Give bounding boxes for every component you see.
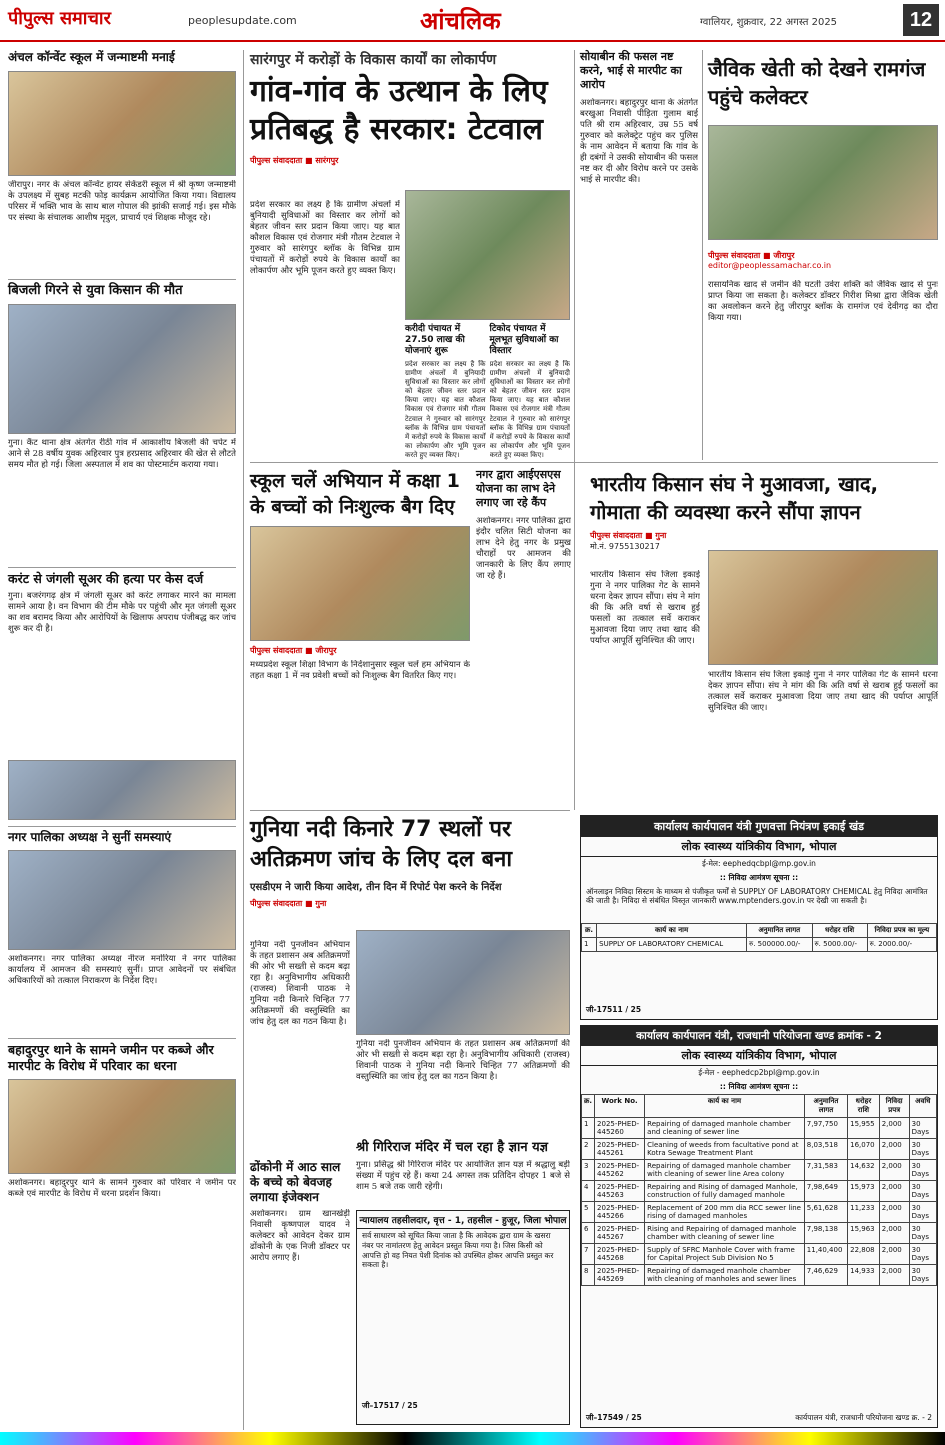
site-url[interactable]: peoplesupdate.com bbox=[188, 14, 297, 27]
table-cell: 2,000 bbox=[879, 1264, 909, 1285]
table-header: निविदा प्रपत्र का मूल्य bbox=[867, 923, 936, 937]
story-kicker: सारंगपुर में करोड़ों के विकास कार्यों का लोकार्पण bbox=[250, 52, 497, 68]
story-body: जीरापुर। नगर के अंचल कॉन्वेंट हायर सेकेंडरी स्कूल में श्री कृष्ण जन्माष्टमी के उपलक्ष्य में सुबह मटकी फोड़ कार्यक्रम आयोजित किया गया। विद्यालय परिसर में भक्ति भाव के साथ बाल गोपाल की झांकी सजाई गई। इस मौके पर संस्था के संचालक आशीष मृदुल, प्राचार्य एवं शिक्षक मौजूद रहे। bbox=[8, 180, 236, 224]
table-cell: 7,98,138 bbox=[804, 1222, 847, 1243]
school-story bbox=[250, 468, 470, 765]
table-header: कार्य का नाम bbox=[645, 1094, 805, 1117]
center-column bbox=[250, 50, 568, 166]
table-cell: 2,000 bbox=[879, 1201, 909, 1222]
photo-caption: टिकोद पंचायत में मूलभूत सुविधाओं का विस्तार bbox=[489, 324, 559, 356]
story-body: गुनिया नदी पुनर्जीवन अभियान के तहत प्रशासन अब अतिक्रमणों की ओर भी सख्ती से कदम बढ़ा रहा है। अनुविभागीय अधिकारी (राजस्व) शिवानी पाठक ने गुनिया नदी किनारे चिन्हित 77 अतिक्रमणों की वस्तुस्थिति का जांच हेतु दल का गठन किया है। bbox=[356, 1039, 570, 1083]
school-bags-photo bbox=[250, 526, 470, 641]
dateline: ग्वालियर, शुक्रवार, 22 अगस्त 2025 bbox=[700, 17, 838, 28]
table-cell: 5,61,628 bbox=[804, 1201, 847, 1222]
table-cell: 7,98,649 bbox=[804, 1180, 847, 1201]
table-cell: 2025-PHED-445262 bbox=[595, 1159, 645, 1180]
story-headline[interactable]: नगर द्वारा आईएसएस योजना का लाभ देने लगाए जा रहे कैंप bbox=[476, 468, 561, 509]
story-headline[interactable]: स्कूल चलें अभियान में कक्षा 1 के बच्चों को निःशुल्क बैग दिए bbox=[250, 470, 460, 518]
farmers-protest-photo bbox=[708, 550, 938, 665]
ad-subtitle: लोक स्वास्थ्य यांत्रिकीय विभाग, भोपाल bbox=[581, 1046, 937, 1066]
notice-title: न्यायालय तहसीलदार, वृत्त - 1, तहसील - हुजूर, जिला भोपाल bbox=[357, 1211, 569, 1229]
encroachment-photo-area bbox=[356, 930, 570, 1139]
column-divider bbox=[574, 50, 575, 810]
lead-story-text bbox=[250, 200, 400, 485]
story-body: अशोकनगर। बहादुरपुर थाना के अंतर्गत बरखुआ निवासी पीड़िता गुलाम बाई पति श्री राम अहिरवार, उम्र 55 वर्ष गुरुवार को कलेक्ट्रेट पहुंच कर पुलिस के नाम आवेदन में बताया कि गांव के ही दबंगों ने उसकी सोयाबीन की फसल नष्ट कर दी और विरोध करने पर उसके भाई से मारपीट की। bbox=[580, 98, 698, 186]
story-headline[interactable]: जैविक खेती को देखने रामगंज पहुंचे कलेक्टर bbox=[708, 57, 926, 109]
table-cell: 2025-PHED-445263 bbox=[595, 1180, 645, 1201]
table-header: कार्य का नाम bbox=[597, 923, 747, 937]
ad-footer: जी–17549 / 25 bbox=[586, 1413, 642, 1423]
story-headline[interactable]: ढोंकोनी में आठ साल के बच्चे को बेवजह लगाया इंजेक्शन bbox=[250, 1160, 341, 1204]
table-cell: Repairing of damaged manhole chamber and cleaning of sewer line bbox=[645, 1117, 805, 1138]
kisan-text-2 bbox=[708, 670, 938, 810]
encroachment-story bbox=[250, 815, 570, 909]
table-cell: Rising and Repairing of damaged manhole chamber with cleaning of sewer line bbox=[645, 1222, 805, 1243]
byline: पीपुल्स संवाददाता ■ जीरापुर bbox=[708, 251, 795, 260]
table-cell: 2,000 bbox=[879, 1159, 909, 1180]
table-header: अनुमानित लागत bbox=[804, 1094, 847, 1117]
table-cell: 30 Days bbox=[909, 1138, 936, 1159]
story-body: मध्यप्रदेश स्कूल शिक्षा विभाग के निर्देशानुसार स्कूल चलें हम अभियान के तहत कक्षा 1 में नव प्रवेशी बच्चों को निःशुल्क बैग वितरित किए गए। bbox=[250, 660, 470, 682]
table-cell: 2025-PHED-445266 bbox=[595, 1201, 645, 1222]
table-header: धरोहर राशि bbox=[848, 1094, 880, 1117]
table-cell: 6 bbox=[582, 1222, 595, 1243]
tehsil-notice bbox=[356, 1210, 570, 1425]
notice-footer: जी–17517 / 25 bbox=[362, 1401, 418, 1410]
table-cell: 2,000 bbox=[879, 1138, 909, 1159]
color-registration-strip bbox=[0, 1432, 945, 1445]
table-row bbox=[582, 937, 937, 951]
janmashtami-photo bbox=[8, 71, 236, 176]
table-cell: 11,40,400 bbox=[804, 1243, 847, 1264]
table-cell: 1 bbox=[582, 1117, 595, 1138]
table-header: धरोहर राशि bbox=[812, 923, 867, 937]
left-column bbox=[8, 50, 236, 1283]
table-cell: 30 Days bbox=[909, 1159, 936, 1180]
table-cell: 15,955 bbox=[848, 1117, 880, 1138]
table-cell: 7,31,583 bbox=[804, 1159, 847, 1180]
meeting-photo bbox=[8, 850, 236, 950]
editor-email[interactable]: editor@peoplessamachar.co.in bbox=[708, 261, 832, 270]
column-divider bbox=[702, 50, 703, 460]
table-cell: 8 bbox=[582, 1264, 595, 1285]
table-header: अनुमानित लागत bbox=[747, 923, 812, 937]
boar-photo bbox=[8, 760, 236, 820]
farmer-family-photo bbox=[8, 304, 236, 434]
table-cell: 30 Days bbox=[909, 1264, 936, 1285]
story-body: अशोकनगर। बहादुरपुर थाने के सामने गुरुवार को परिवार ने जमीन पर कब्जे एवं मारपीट के विरोध में धरना प्रदर्शन किया। bbox=[8, 1178, 236, 1200]
table-cell: 3 bbox=[582, 1159, 595, 1180]
photo-caption: करीदी पंचायत में 27.50 लाख की योजनाएं शुरू bbox=[405, 324, 465, 356]
table-cell: 4 bbox=[582, 1180, 595, 1201]
table-cell: 30 Days bbox=[909, 1222, 936, 1243]
story-body: प्रदेश सरकार का लक्ष्य है कि ग्रामीण अंचलों में बुनियादी सुविधाओं का विस्तार कर लोगों को बेहतर जीवन स्तर प्रदान किया जाए। यह बात कौशल विकास एवं रोजगार मंत्री गौतम टेटवाल ने गुरुवार को सारंगपुर ब्लॉक के विभिन्न ग्राम पंचायतों में करोड़ों रुपये के विकास कार्यों का लोकार्पण और भूमि पूजन करते हुए व्यक्त किए। bbox=[250, 200, 400, 277]
table-cell: 8,03,518 bbox=[804, 1138, 847, 1159]
byline: पीपुल्स संवाददाता ■ जीरापुर bbox=[250, 646, 337, 655]
story-headline[interactable]: नगर पालिका अध्यक्ष ने सुनीं समस्याएं bbox=[8, 826, 236, 845]
tender-ad-quality bbox=[580, 815, 938, 1020]
table-cell: 15,963 bbox=[848, 1222, 880, 1243]
ad-notice-heading: :: निविदा आमंत्रण सूचना :: bbox=[719, 1081, 799, 1091]
table-cell: 15,973 bbox=[848, 1180, 880, 1201]
table-row bbox=[582, 1117, 937, 1138]
ad-body: ऑनलाइन निविदा सिस्टम के माध्यम से पंजीकृत फर्मों से SUPPLY OF LABORATORY CHEMICAL हेतु निविदा आमंत्रित की जाती है। निविदा से संबंधित विस्तृत जानकारी www.mptenders.gov.in पर देखी जा सकती है। bbox=[586, 886, 928, 906]
table-cell: 2,000 bbox=[879, 1180, 909, 1201]
ad-title: कार्यालय कार्यपालन यंत्री गुणवत्ता नियंत्रण इकाई खंड bbox=[581, 816, 937, 837]
page-number: 12 bbox=[903, 4, 939, 36]
table-cell: 2,000 bbox=[879, 1243, 909, 1264]
table-cell: 1 bbox=[582, 937, 597, 951]
camp-story bbox=[476, 468, 571, 756]
table-cell: Supply of SFRC Manhole Cover with frame for Capital Project Sub Division No 5 bbox=[645, 1243, 805, 1264]
ad-signoff: कार्यपालन यंत्री, राजधानी परियोजना खण्ड क्र. - 2 bbox=[795, 1413, 932, 1423]
table-header: Work No. bbox=[595, 1094, 645, 1117]
table-cell: 7,46,629 bbox=[804, 1264, 847, 1285]
lead-headline[interactable]: गांव-गांव के उत्थान के लिए प्रतिबद्ध है सरकार: टेटवाल bbox=[250, 74, 548, 147]
protest-photo bbox=[8, 1079, 236, 1174]
table-cell: Repairing and Rising of damaged Manhole, construction of fully damaged manhole bbox=[645, 1180, 805, 1201]
section-divider bbox=[580, 462, 938, 463]
collector-farm-photo bbox=[708, 125, 938, 240]
table-cell: 30 Days bbox=[909, 1117, 936, 1138]
caption-body: प्रदेश सरकार का लक्ष्य है कि ग्रामीण अंचलों में बुनियादी सुविधाओं का विस्तार कर लोगों को बेहतर जीवन स्तर प्रदान किया जाए। यह बात कौशल विकास एवं रोजगार मंत्री गौतम टेटवाल ने गुरुवार को सारंगपुर ब्लॉक के विभिन्न ग्राम पंचायतों में करोड़ों रुपये के विकास कार्यों का लोकार्पण और भूमि पूजन करते हुए व्यक्त किए। bbox=[489, 360, 570, 459]
section-title: आंचलिक bbox=[420, 6, 501, 35]
story-body: अशोकनगर। ग्राम खानखेड़ी निवासी कृष्णपाल यादव ने कलेक्टर को आवेदन देकर ग्राम ढोंकोनी के एक निजी डॉक्टर पर आरोप लगाए हैं। bbox=[250, 1209, 350, 1264]
table-cell: 7,97,750 bbox=[804, 1117, 847, 1138]
table-row bbox=[582, 1201, 937, 1222]
column-divider bbox=[243, 50, 244, 1430]
soybean-story bbox=[580, 50, 698, 418]
story-body: भारतीय किसान संघ जिला इकाई गुना ने नगर पालिका गेट के सामने धरना देकर ज्ञापन सौंपा। संघ ने मांग की कि अति वर्षा से खराब हुई फसलों का तत्काल सर्वे कराकर मुआवजा दिया जाए तथा खाद की पर्याप्त आपूर्ति सुनिश्चित की जाए। bbox=[708, 670, 938, 714]
phone-number: मो.नं. 9755130217 bbox=[590, 542, 660, 551]
ad-table bbox=[581, 1094, 937, 1286]
table-cell: 14,933 bbox=[848, 1264, 880, 1285]
story-headline[interactable]: गुनिया नदी किनारे 77 स्थलों पर अतिक्रमण जांच के लिए दल बना bbox=[250, 817, 513, 872]
table-cell: 2025-PHED-445269 bbox=[595, 1264, 645, 1285]
story-body: रासायनिक खाद से जमीन की घटती उर्वरा शक्ति को जैविक खाद से पुनः प्राप्त किया जा सकता है। कलेक्टर डॉक्टर गिरीश मिश्रा द्वारा जैविक खेती का अवलोकन करने हेतु जीरापुर ब्लॉक के रामगंज एवं देवीगढ़ का दौरा किया गया। bbox=[708, 280, 938, 324]
table-cell: 16,070 bbox=[848, 1138, 880, 1159]
story-headline[interactable]: सोयाबीन की फसल नष्ट करने, भाई से मारपीट का आरोप bbox=[580, 50, 682, 91]
section-divider bbox=[250, 810, 570, 811]
organic-byline bbox=[708, 250, 938, 270]
caption-body: प्रदेश सरकार का लक्ष्य है कि ग्रामीण अंचलों में बुनियादी सुविधाओं का विस्तार कर लोगों को बेहतर जीवन स्तर प्रदान किया जाए। यह बात कौशल विकास एवं रोजगार मंत्री गौतम टेटवाल ने गुरुवार को सारंगपुर ब्लॉक के विभिन्न ग्राम पंचायतों में करोड़ों रुपये के विकास कार्यों का लोकार्पण और भूमि पूजन करते हुए व्यक्त किए। bbox=[405, 360, 486, 459]
table-cell: 2 bbox=[582, 1138, 595, 1159]
kisan-text bbox=[590, 570, 700, 810]
story-headline[interactable]: बिजली गिरने से युवा किसान की मौत bbox=[8, 279, 236, 299]
table-cell: 7 bbox=[582, 1243, 595, 1264]
table-cell: Repairing of damaged manhole chamber with cleaning of manholes and sewer lines bbox=[645, 1264, 805, 1285]
table-cell: रु. 5000.00/- bbox=[812, 937, 867, 951]
organic-text bbox=[708, 280, 938, 455]
table-cell: Cleaning of weeds from facultative pond at Kotra Sewage Treatment Plant bbox=[645, 1138, 805, 1159]
ad-title: कार्यालय कार्यपालन यंत्री, राजधानी परियोजना खण्ड क्रमांक - 2 bbox=[581, 1026, 937, 1046]
table-row bbox=[582, 1180, 937, 1201]
table-cell: 2025-PHED-445267 bbox=[595, 1222, 645, 1243]
table-header: अवधि bbox=[909, 1094, 936, 1117]
table-cell: 22,808 bbox=[848, 1243, 880, 1264]
ad-subtitle: लोक स्वास्थ्य यांत्रिकीय विभाग, भोपाल bbox=[581, 837, 937, 857]
table-cell: SUPPLY OF LABORATORY CHEMICAL bbox=[597, 937, 747, 951]
table-cell: 2,000 bbox=[879, 1117, 909, 1138]
table-cell: Replacement of 200 mm dia RCC sewer line rising of damaged manholes bbox=[645, 1201, 805, 1222]
story-headline[interactable]: अंचल कॉन्वेंट स्कूल में जन्माष्टमी मनाई bbox=[8, 50, 175, 64]
table-cell: 30 Days bbox=[909, 1243, 936, 1264]
table-cell: 30 Days bbox=[909, 1180, 936, 1201]
table-cell: 30 Days bbox=[909, 1201, 936, 1222]
table-cell: 2,000 bbox=[879, 1222, 909, 1243]
ad-footer: जी-17511 / 25 bbox=[586, 1005, 642, 1015]
table-header: निविदा प्रपत्र bbox=[879, 1094, 909, 1117]
story-body: अशोकनगर। नगर पालिका अध्यक्ष नीरज मनोरिया ने नगर पालिका कार्यालय में आमजन की समस्याएं सुनीं। प्राप्त आवेदनों पर संबंधित अधिकारियों को तत्काल निराकरण के निर्देश दिए। bbox=[8, 954, 236, 987]
story-headline[interactable]: भारतीय किसान संघ ने मुआवजा, खाद, गोमाता की व्यवस्था करने सौंपा ज्ञापन bbox=[590, 472, 879, 524]
table-header: क्र. bbox=[582, 923, 597, 937]
story-body: भारतीय किसान संघ जिला इकाई गुना ने नगर पालिका गेट के सामने धरना देकर ज्ञापन सौंपा। संघ ने मांग की कि अति वर्षा से खराब हुई फसलों का तत्काल सर्वे कराकर मुआवजा दिया जाए तथा खाद की पर्याप्त आपूर्ति सुनिश्चित की जाए। bbox=[590, 570, 700, 647]
table-row bbox=[582, 1264, 937, 1285]
organic-farming-story bbox=[708, 55, 938, 111]
story-body: गुना। बजरंगगढ़ क्षेत्र में जंगली सूअर को करंट लगाकर मारने का मामला सामने आया है। वन विभाग की टीम मौके पर पहुंची और मृत जंगली सूअर का शव बरामद किया और आरोपियों के खिलाफ अपराध पंजीबद्ध कर जांच शुरू कर दी है। bbox=[8, 591, 236, 635]
table-cell: 11,233 bbox=[848, 1201, 880, 1222]
story-body: अशोकनगर। नगर पालिका द्वारा इंदौर चलित सिटी योजना का लाभ देने हेतु नगर के प्रमुख चौराहों पर आमजन की जानकारी के लिए कैंप लगाए जा रहे हैं। bbox=[476, 516, 571, 582]
table-cell: 5 bbox=[582, 1201, 595, 1222]
injection-story bbox=[250, 1160, 350, 1409]
table-cell: 2025-PHED-445260 bbox=[595, 1117, 645, 1138]
ad-notice-heading: :: निविदा आमंत्रण सूचना :: bbox=[719, 872, 799, 882]
table-header: क्र. bbox=[582, 1094, 595, 1117]
ad-email[interactable]: ई-मेल: eephedqcbpl@mp.gov.in bbox=[702, 859, 816, 868]
masthead bbox=[0, 0, 945, 42]
table-cell: 14,632 bbox=[848, 1159, 880, 1180]
kisan-sangh-story bbox=[590, 470, 935, 552]
story-kicker: एसडीएम ने जारी किया आदेश, तीन दिन में रिपोर्ट पेश करने के निर्देश bbox=[250, 882, 502, 893]
ad-email[interactable]: ई-मेल - eephedcp2bpl@mp.gov.in bbox=[698, 1068, 820, 1077]
table-cell: रु. 2000.00/- bbox=[867, 937, 936, 951]
table-row bbox=[582, 1159, 937, 1180]
byline: पीपुल्स संवाददाता ■ गुना bbox=[250, 899, 327, 908]
table-cell: Repairing of damaged manhole chamber with cleaning of sewer line Area colony bbox=[645, 1159, 805, 1180]
tender-ad-capital bbox=[580, 1025, 938, 1428]
minister-photo bbox=[405, 190, 570, 320]
temple-story bbox=[356, 1140, 570, 1208]
story-headline[interactable]: श्री गिरिराज मंदिर में चल रहा है ज्ञान यज्ञ bbox=[356, 1140, 548, 1155]
ad-table bbox=[581, 923, 937, 952]
table-cell: 2025-PHED-445261 bbox=[595, 1138, 645, 1159]
table-row bbox=[582, 1243, 937, 1264]
table-row bbox=[582, 1222, 937, 1243]
story-body: गुना। कैंट थाना क्षेत्र अंतर्गत रीठी गांव में आकाशीय बिजली की चपेट में आने से 28 वर्षीय युवक अहिरवार पुत्र हरप्रसाद अहिरवार की खेत से लौटते समय मौत हो गई। जिला अस्पताल में शव का पोस्टमार्टम कराया गया। bbox=[8, 438, 236, 471]
table-row bbox=[582, 1138, 937, 1159]
table-cell: 2025-PHED-445268 bbox=[595, 1243, 645, 1264]
encroachment-text bbox=[250, 940, 350, 1155]
lead-photo-area bbox=[405, 190, 570, 480]
story-body: गुना। प्रसिद्ध श्री गिरिराज मंदिर पर आयोजित ज्ञान यज्ञ में श्रद्धालु बड़ी संख्या में पहुंच रहे हैं। कथा 24 अगस्त तक प्रतिदिन दोपहर 1 बजे से शाम 5 बजे तक जारी रहेगी। bbox=[356, 1160, 570, 1193]
brand-title: पीपुल्स समाचार bbox=[8, 8, 111, 29]
story-headline[interactable]: करंट से जंगली सूअर की हत्या पर केस दर्ज bbox=[8, 567, 236, 587]
story-headline[interactable]: बहादुरपुर थाने के सामने जमीन पर कब्जे और मारपीट के विरोध में परिवार का धरना bbox=[8, 1038, 236, 1074]
story-body: गुनिया नदी पुनर्जीवन अभियान के तहत प्रशासन अब अतिक्रमणों की ओर भी सख्ती से कदम बढ़ा रहा है। अनुविभागीय अधिकारी (राजस्व) शिवानी पाठक ने गुनिया नदी किनारे चिन्हित 77 अतिक्रमणों की वस्तुस्थिति का जांच हेतु दल का गठन किया है। bbox=[250, 940, 350, 1028]
table-cell: रु. 500000.00/- bbox=[747, 937, 812, 951]
byline: पीपुल्स संवाददाता ■ सारंगपुर bbox=[250, 156, 339, 165]
byline: पीपुल्स संवाददाता ■ गुना bbox=[590, 531, 667, 540]
officials-meeting-photo bbox=[356, 930, 570, 1035]
notice-body: सर्व साधारण को सूचित किया जाता है कि आवेदक द्वारा ग्राम के खसरा नंबर पर नामांतरण हेतु आवेदन प्रस्तुत किया गया है। जिस किसी को आपत्ति हो वह नियत पेशी दिनांक को उपस्थित होकर आपत्ति प्रस्तुत कर सकता है। bbox=[362, 1231, 554, 1270]
